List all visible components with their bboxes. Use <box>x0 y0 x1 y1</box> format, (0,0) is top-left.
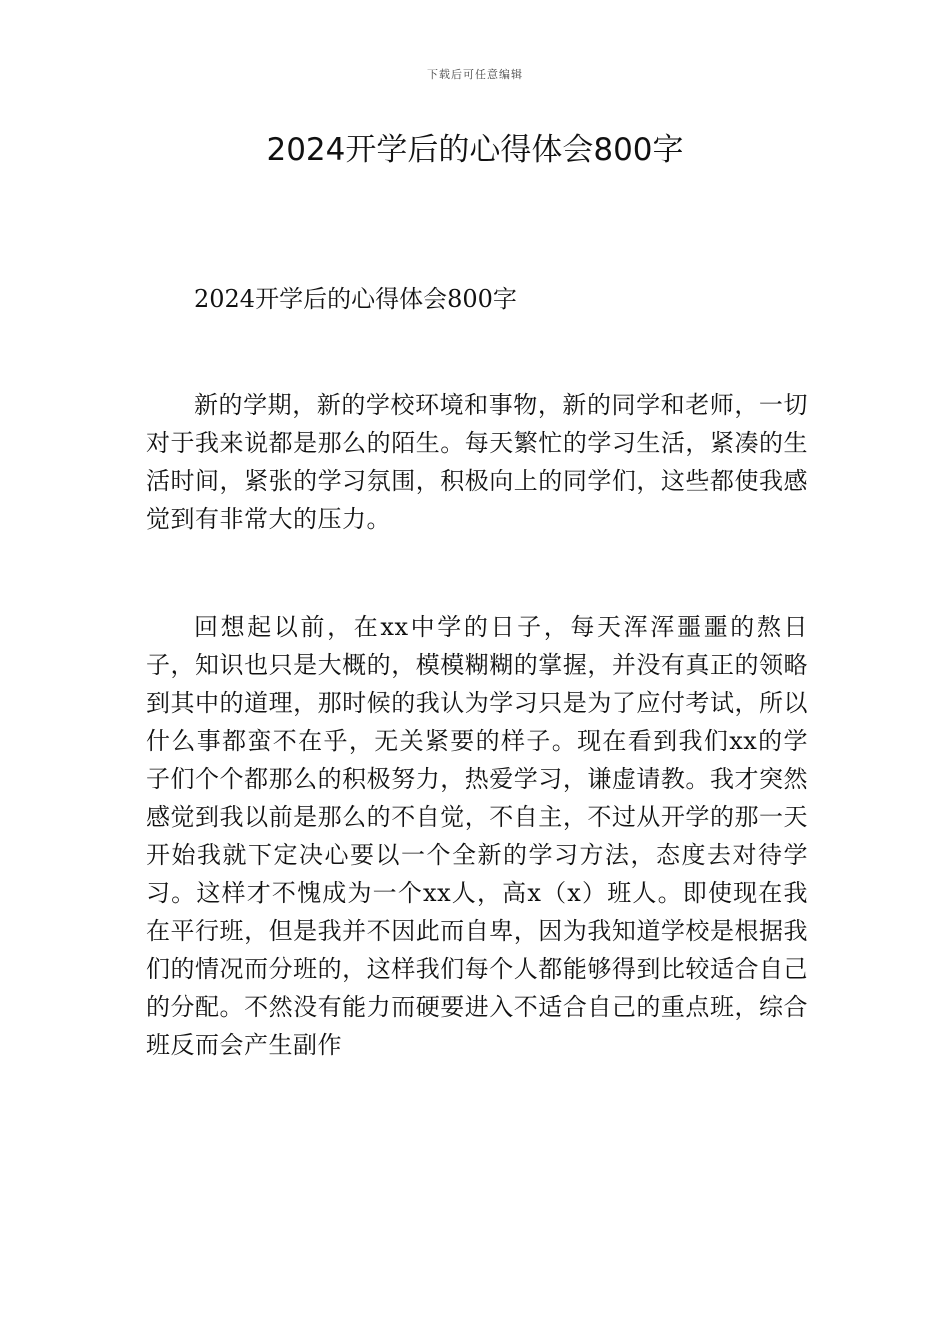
document-body <box>146 280 808 1064</box>
paragraph-reflection: 回想起以前，在xx中学的日子，每天浑浑噩噩的熬日子，知识也只是大概的，模模糊糊的掌握，并没有真正的领略到其中的道理，那时候的我认为学习只是为了应付考试，所以什么事都蛮不在乎，无关紧要的样子。现在看到我们xx的学子们个个都那么的积极努力，热爱学习，谦虚请教。我才突然感觉到我以前是那么的不自觉，不自主，不过从开学的那一天开始我就下定决心要以一个全新的学习方法，态度去对待学习。这样才不愧成为一个xx人，高x（x）班人。即使现在我在平行班，但是我并不因此而自卑，因为我知道学校是根据我们的情况而分班的，这样我们每个人都能够得到比较适合自己的分配。不然没有能力而硬要进入不适合自己的重点班，综合班反而会产生副作 <box>146 613 808 1059</box>
paragraph-intro: 新的学期，新的学校环境和事物，新的同学和老师，一切对于我来说都是那么的陌生。每天繁忙的学习生活，紧凑的生活时间，紧张的学习氛围，积极向上的同学们，这些都使我感觉到有非常大的压力。 <box>146 391 808 533</box>
header-note: 下载后可任意编辑 <box>427 68 523 81</box>
paragraph-spacer <box>146 538 808 608</box>
document-subtitle: 2024开学后的心得体会800字 <box>194 285 517 313</box>
document-title: 2024开学后的心得体会800字 <box>266 132 684 168</box>
paragraph-spacer <box>146 318 808 386</box>
